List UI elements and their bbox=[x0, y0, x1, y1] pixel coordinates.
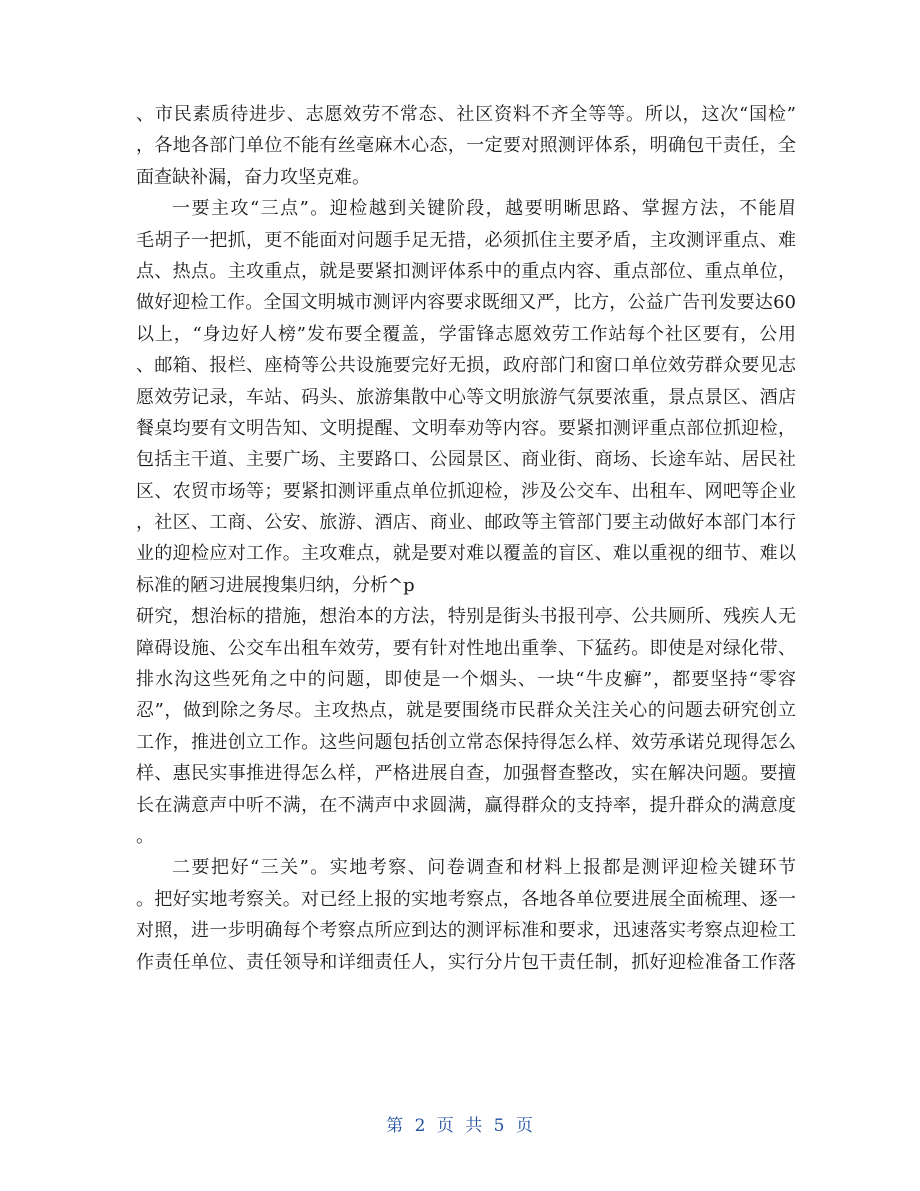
text-line: 二要把好“三关”。实地考察、问卷调查和材料上报都是测评迎检关键环节 bbox=[172, 857, 796, 879]
text-line: 一要主攻“三点”。迎检越到关键阶段，越要明晰思路、掌握方法，不能眉 bbox=[172, 198, 796, 220]
text-line: 毛胡子一把抓，更不能面对问题手足无措，必须抓住主要矛盾，主攻测评重点、难 bbox=[136, 229, 796, 251]
text-line: 愿效劳记录，车站、码头、旅游集散中心等文明旅游气氛要浓重，景点景区、酒店 bbox=[136, 386, 796, 408]
text-line: ，社区、工商、公安、旅游、酒店、商业、邮政等主管部门要主动做好本部门本行 bbox=[136, 512, 796, 534]
text-line: 包括主干道、主要广场、主要路口、公园景区、商业街、商场、长途车站、居民社 bbox=[136, 449, 796, 471]
text-line: 作责任单位、责任领导和详细责任人，实行分片包干责任制，抓好迎检准备工作落 bbox=[136, 951, 796, 973]
text-line: 对照，进一步明确每个考察点所应到达的测评标准和要求，迅速落实考察点迎检工 bbox=[136, 920, 796, 942]
text-line: 餐桌均要有文明告知、文明提醒、文明奉劝等内容。要紧扣测评重点部位抓迎检， bbox=[136, 417, 796, 439]
text-line: 做好迎检工作。全国文明城市测评内容要求既细又严，比方，公益广告刊发要达60 bbox=[136, 292, 796, 314]
text-line: 障碍设施、公交车出租车效劳，要有针对性地出重拳、下猛药。即使是对绿化带、 bbox=[136, 637, 796, 659]
text-line: 研究，想治标的措施，想治本的方法，特别是街头书报刊亭、公共厕所、残疾人无 bbox=[136, 606, 796, 628]
text-line: 点、热点。主攻重点，就是要紧扣测评体系中的重点内容、重点部位、重点单位， bbox=[136, 260, 796, 282]
text-line: 忍”，做到除之务尽。主攻热点，就是要围绕市民群众关注关心的问题去研究创立 bbox=[136, 700, 796, 722]
text-line: ，各地各部门单位不能有丝毫麻木心态，一定要对照测评体系，明确包干责任，全 bbox=[136, 135, 796, 157]
text-line: 以上，“身边好人榜”发布要全覆盖，学雷锋志愿效劳工作站每个社区要有，公用 bbox=[136, 323, 796, 345]
text-line: 工作，推进创立工作。这些问题包括创立常态保持得怎么样、效劳承诺兑现得怎么 bbox=[136, 731, 796, 753]
text-line: 、邮箱、报栏、座椅等公共设施要完好无损，政府部门和窗口单位效劳群众要见志 bbox=[136, 355, 796, 377]
text-line: 标准的陋习进展搜集归纳，分析^p bbox=[136, 574, 415, 596]
text-line: 、市民素质待进步、志愿效劳不常态、社区资料不齐全等等。所以，这次“国检” bbox=[136, 104, 796, 125]
page-footer: 第 2 页 共 5 页 bbox=[386, 1116, 534, 1136]
text-line: 样、惠民实事推进得怎么样，严格进展自查，加强督查整改，实在解决问题。要擅 bbox=[136, 763, 796, 785]
text-line: 排水沟这些死角之中的问题，即使是一个烟头、一块“牛皮癣”，都要坚持“零容 bbox=[136, 669, 796, 691]
text-line: 。 bbox=[136, 825, 154, 847]
text-line: 长在满意声中听不满，在不满声中求圆满，赢得群众的支持率，提升群众的满意度 bbox=[136, 794, 796, 816]
text-line: 区、农贸市场等；要紧扣测评重点单位抓迎检，涉及公交车、出租车、网吧等企业 bbox=[136, 480, 796, 502]
document-body bbox=[136, 99, 796, 978]
text-line: 业的迎检应对工作。主攻难点，就是要对难以覆盖的盲区、难以重视的细节、难以 bbox=[136, 543, 796, 565]
text-line: 面查缺补漏，奋力攻坚克难。 bbox=[136, 166, 370, 188]
text-line: 。把好实地考察关。对已经上报的实地考察点，各地各单位要进展全面梳理、逐一 bbox=[136, 888, 796, 910]
